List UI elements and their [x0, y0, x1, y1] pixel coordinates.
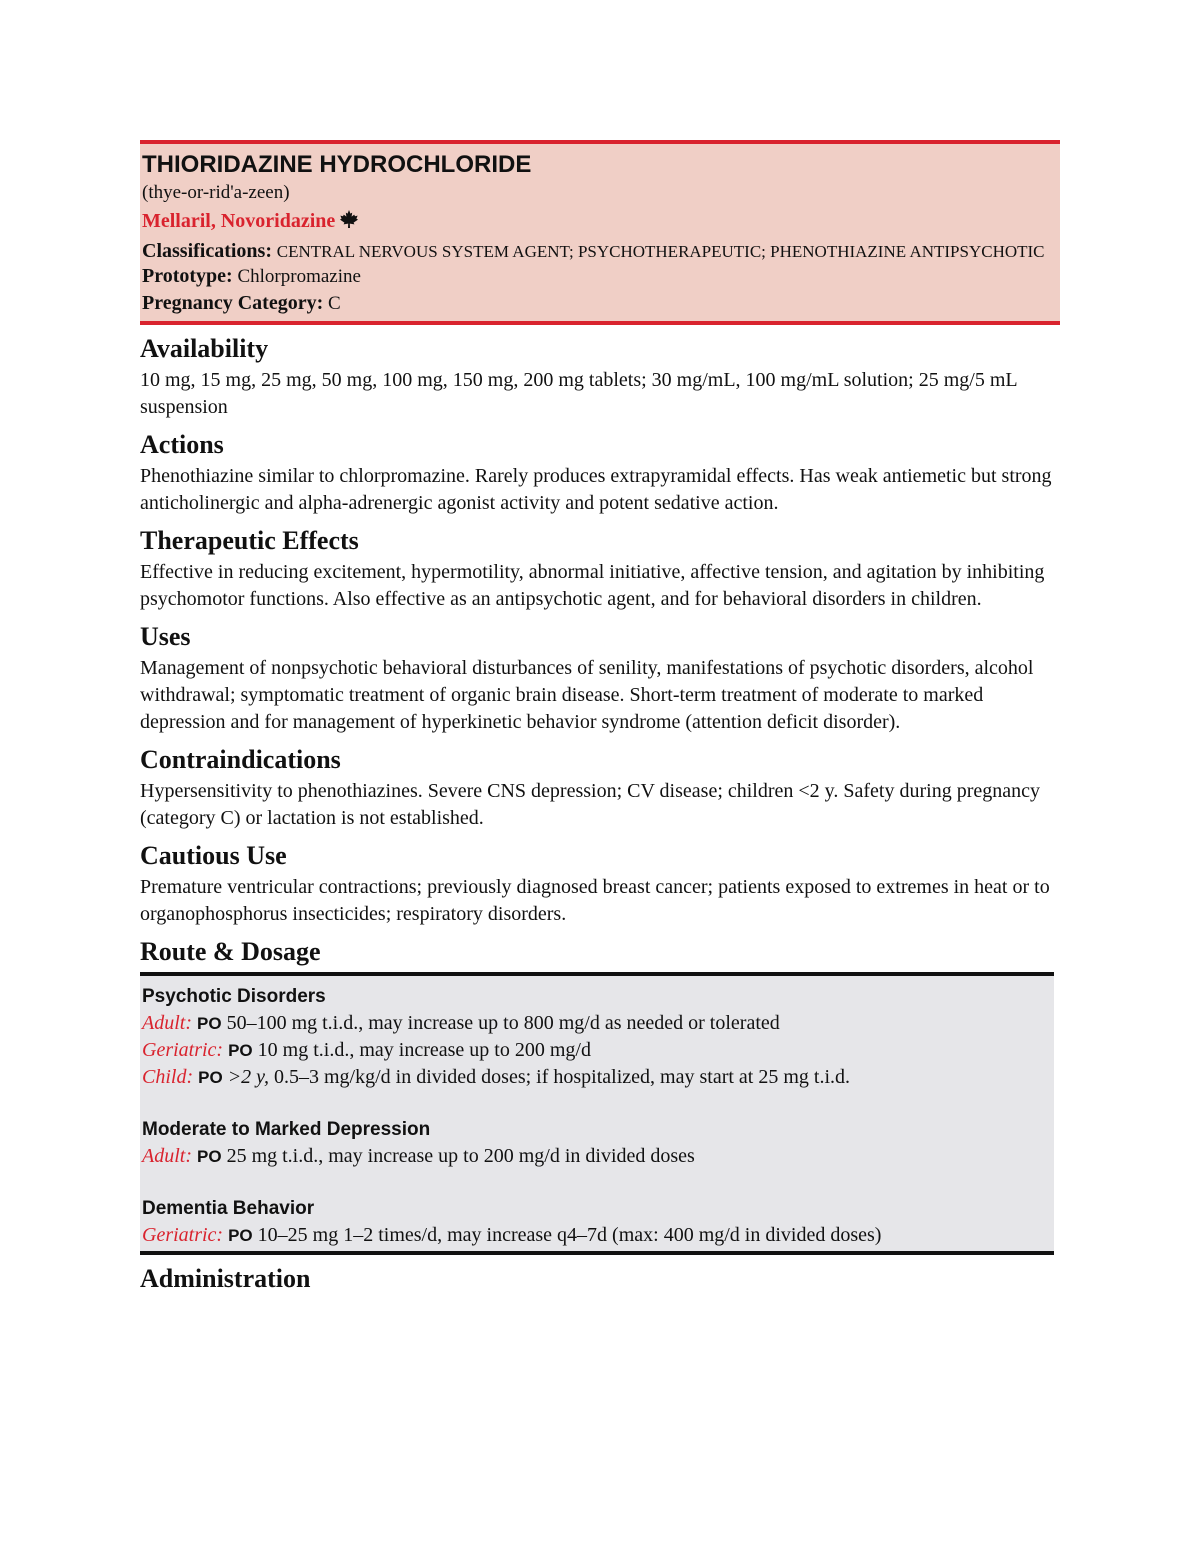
dose-line-child	[142, 1064, 1052, 1091]
population-label: Geriatric:	[142, 1224, 224, 1246]
dose-text: 0.5–3 mg/kg/d in divided doses; if hospitalized, may start at 25 mg t.i.d.	[273, 1066, 851, 1088]
monograph-page	[140, 140, 1060, 1297]
dose-group-depression	[142, 1117, 1052, 1170]
dose-text: 50–100 mg t.i.d., may increase up to 800 mg/d as needed or tolerated	[226, 1012, 780, 1034]
availability-body: 10 mg, 15 mg, 25 mg, 50 mg, 100 mg, 150 mg, 200 mg tablets; 30 mg/mL, 100 mg/mL solution; 25 mg/5 mL suspension	[140, 369, 1017, 418]
dose-line-geriatric	[142, 1037, 1052, 1064]
therapeutic-effects-body: Effective in reducing excitement, hypermotility, abnormal initiative, affective tension, and agitation by inhibiting psychomotor functions. Also effective as an antipsychotic agent, and for behavioral disorders in children.	[140, 561, 1045, 610]
population-label: Geriatric:	[142, 1039, 224, 1061]
dose-group-psychotic	[142, 984, 1052, 1091]
contraindications-title: Contraindications	[140, 745, 341, 774]
cautious-use-title: Cautious Use	[140, 841, 287, 870]
dose-group-dementia	[142, 1196, 1052, 1249]
population-label: Adult:	[142, 1145, 192, 1167]
dose-title: Psychotic Disorders	[142, 986, 326, 1007]
therapeutic-effects-title: Therapeutic Effects	[140, 526, 359, 555]
population-label: Adult:	[142, 1012, 192, 1034]
dose-text: 10 mg t.i.d., may increase up to 200 mg/d	[257, 1039, 591, 1061]
classifications	[142, 240, 1058, 263]
actions-body: Phenothiazine similar to chlorpromazine. Rarely produces extrapyramidal effects. Has weak antiemetic but strong anticholinergic and alpha-adrenergic agonist activity and potent sedative action.	[140, 465, 1052, 514]
age-qualifier: >2 y,	[227, 1066, 269, 1088]
uses-body: Management of nonpsychotic behavioral disturbances of senility, manifestations of psychotic disorders, alcohol withdrawal; symptomatic treatment of organic brain disease. Short-term treatment of moderate to marked depression and for management of hyperkinetic behavior syndrome (attention deficit disorder).	[140, 657, 1034, 733]
administration-title: Administration	[140, 1264, 311, 1293]
dose-title: Moderate to Marked Depression	[142, 1119, 431, 1140]
pronunciation: (thye-or-rid'a-zeen)	[142, 182, 290, 203]
route-dosage-title: Route & Dosage	[140, 937, 321, 966]
route-label: PO	[198, 1068, 223, 1087]
uses-title: Uses	[140, 622, 191, 651]
classifications-value: CENTRAL NERVOUS SYSTEM AGENT; PSYCHOTHERAPEUTIC; PHENOTHIAZINE ANTIPSYCHOTIC	[276, 242, 1045, 261]
dose-line-geriatric	[142, 1222, 1052, 1249]
dose-line-adult	[142, 1143, 1052, 1170]
route-label: PO	[228, 1041, 253, 1060]
actions-title: Actions	[140, 430, 224, 459]
dose-text: 25 mg t.i.d., may increase up to 200 mg/d in divided doses	[226, 1145, 695, 1167]
prototype-label: Prototype:	[142, 265, 233, 287]
brand-names: Mellaril, Novoridazine	[142, 210, 336, 232]
prototype-value: Chlorpromazine	[237, 266, 361, 287]
contraindications-body: Hypersensitivity to phenothiazines. Severe CNS depression; CV disease; children <2 y. Safety during pregnancy (category C) or lactation is not established.	[140, 780, 1040, 829]
route-label: PO	[197, 1147, 222, 1166]
pregnancy-value: C	[328, 293, 341, 314]
population-label: Child:	[142, 1066, 194, 1088]
cautious-use-body: Premature ventricular contractions; previously diagnosed breast cancer; patients exposed to extremes in heat or to organophosphorus insecticides; respiratory disorders.	[140, 876, 1050, 925]
route-label: PO	[228, 1226, 253, 1245]
pregnancy-label: Pregnancy Category:	[142, 292, 324, 314]
pregnancy-category	[142, 290, 1058, 317]
classifications-label: Classifications:	[142, 240, 272, 262]
dose-text: 10–25 mg 1–2 times/d, may increase q4–7d (max: 400 mg/d in divided doses)	[257, 1224, 882, 1246]
route-label: PO	[197, 1014, 222, 1033]
brand-names-line	[142, 206, 1058, 238]
drug-header	[140, 140, 1060, 325]
dose-line-adult	[142, 1010, 1052, 1037]
availability-title: Availability	[140, 334, 269, 363]
prototype	[142, 263, 1058, 290]
maple-leaf-icon	[339, 208, 359, 238]
drug-name: THIORIDAZINE HYDROCHLORIDE	[142, 151, 532, 178]
dose-title: Dementia Behavior	[142, 1198, 315, 1219]
dosage-box	[140, 972, 1054, 1255]
